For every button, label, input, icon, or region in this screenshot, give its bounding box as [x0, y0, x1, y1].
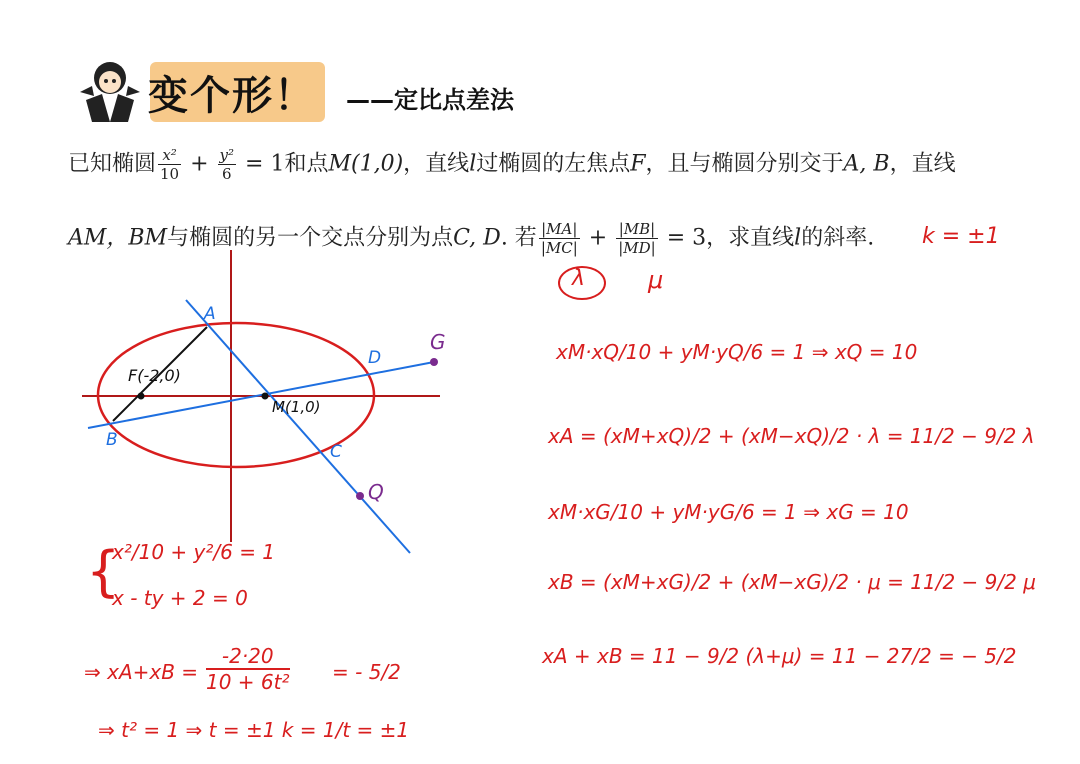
final-line: ⇒ t² = 1 ⇒ t = ±1 k = 1/t = ±1	[98, 718, 410, 742]
ratio-1: $\frac{|MA|}{|MC|}$	[540, 220, 578, 257]
label-d: D	[368, 348, 382, 368]
label-a: A	[204, 304, 216, 324]
system-eq-1: x²/10 + y²/6 = 1	[112, 540, 276, 564]
plus-sign: +	[588, 225, 608, 251]
problem-text: 的斜率.	[801, 225, 875, 251]
lines-am-bm-text: AM，BM	[68, 225, 168, 251]
point-f	[138, 393, 145, 400]
focus-text: F	[630, 151, 646, 177]
work-line-4: xB = (xM+xG)/2 + (xM−xG)/2 · μ = 11/2 − 9/2 μ	[548, 570, 1036, 594]
vieta-fraction	[206, 644, 290, 694]
problem-text: 已知椭圆	[68, 151, 157, 177]
lambda-label: λ	[572, 266, 586, 291]
label-g: G	[430, 330, 446, 354]
points-ab-text: A, B	[843, 151, 890, 177]
line-l-text: l	[469, 151, 477, 177]
vieta-rhs: = - 5/2	[332, 660, 401, 684]
problem-text: ，直线	[403, 151, 470, 177]
point-m	[262, 393, 269, 400]
label-q: Q	[368, 480, 384, 504]
vieta-lhs: ⇒ xA+xB =	[84, 660, 199, 684]
work-line-5: xA + xB = 11 − 9/2 (λ+μ) = 11 − 27/2 = − 5/2	[542, 644, 1017, 668]
vieta-numerator: -2·20	[206, 644, 290, 670]
problem-text: = 1和点	[245, 151, 329, 177]
plus-sign: +	[190, 151, 209, 177]
system-eq-2: x - ty + 2 = 0	[112, 586, 248, 610]
problem-text: . 若	[500, 225, 537, 251]
problem-text: ，直线	[889, 151, 956, 177]
fraction-y: $\frac{\text{y²}}{6}$	[219, 146, 235, 183]
point-m-text: M(1,0)	[328, 151, 404, 177]
answer-note: k = ±1	[922, 224, 1000, 249]
point-q	[356, 492, 364, 500]
label-m: M(1,0)	[272, 398, 321, 416]
page-title: 变个形！	[148, 73, 316, 119]
problem-text: ，且与椭圆分别交于	[645, 151, 844, 177]
problem-text: 与椭圆的另一个交点分别为点	[167, 225, 454, 251]
points-cd-text: C, D	[453, 225, 501, 251]
label-f: F(-2,0)	[128, 366, 181, 385]
work-line-2: xA = (xM+xQ)/2 + (xM−xQ)/2 · λ = 11/2 − 9/2 λ	[548, 424, 1035, 448]
work-line-3: xM·xG/10 + yM·yG/6 = 1 ⇒ xG = 10	[548, 500, 909, 524]
problem-text: 过椭圆的左焦点	[476, 151, 631, 177]
brace: {	[86, 540, 121, 603]
label-b: B	[106, 430, 118, 450]
label-c: C	[330, 442, 342, 462]
line-l-text: l	[794, 225, 802, 251]
mu-label: μ	[648, 266, 664, 294]
line-aq	[186, 300, 410, 553]
fraction-x: $\frac{\text{x²}}{10}$	[160, 146, 180, 183]
vieta-denominator: 10 + 6t²	[206, 670, 290, 694]
page-subtitle: ——定比点差法	[346, 86, 514, 114]
work-line-1: xM·xQ/10 + yM·yQ/6 = 1 ⇒ xQ = 10	[556, 340, 918, 364]
problem-text: = 3，求直线	[666, 225, 795, 251]
ratio-2: $\frac{|MB|}{|MD|}$	[618, 220, 656, 257]
point-g	[430, 358, 438, 366]
